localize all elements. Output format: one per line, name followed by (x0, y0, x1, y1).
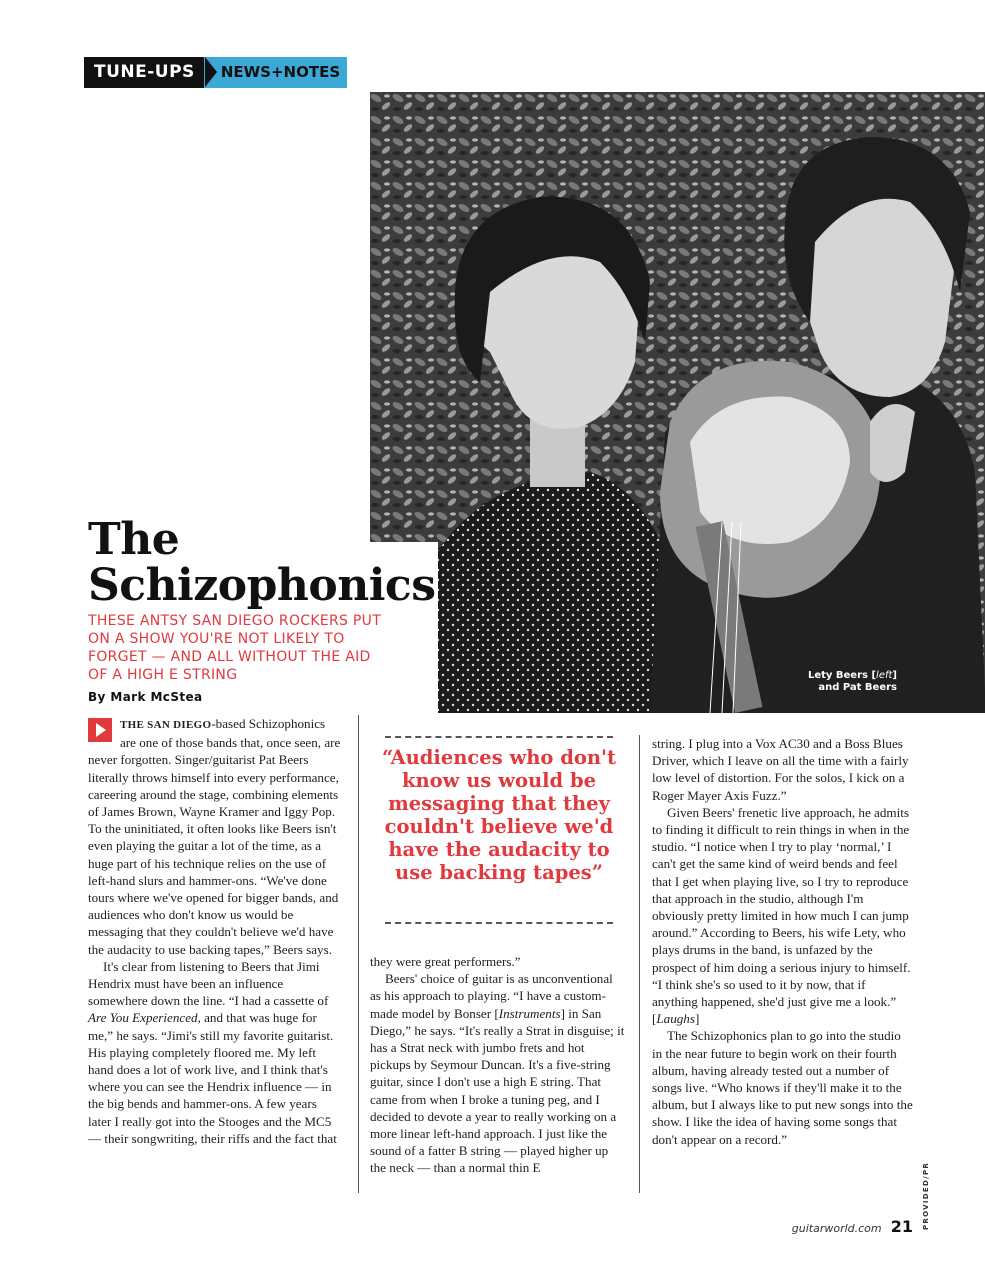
band-photo-image (370, 92, 985, 713)
caption-name-1: Lety Beers (807, 670, 868, 681)
lead-in: THE SAN DIEGO (120, 719, 212, 731)
website-link[interactable]: guitarworld.com (791, 1222, 882, 1235)
paragraph-5: string. I plug into a Vox AC30 and a Boss Blues Driver, which I leave on all the time with a fairly low level of distortion. For the solos, I kick on a Roger Mayer Axis Fuzz.” (652, 736, 909, 803)
paragraph-2 (88, 958, 342, 1147)
caption-name-2: and Pat Beers (818, 682, 897, 693)
paragraph-2-text-a: It's clear from listening to Beers that Jimi Hendrix must have been an influence somewhere down the line. “I had a cassette of (88, 958, 329, 1009)
paragraph-4-text-a: Beers' choice of guitar is as unconventional as his approach to playing. “I have a custom-made model by Bonser [ (370, 971, 613, 1021)
laughs-italic: Laughs (656, 1011, 695, 1027)
pull-quote: “Audiences who don't know us would be messaging that they couldn't believe we'd have the audacity to use backing tapes” (381, 746, 617, 884)
maker-name-italic: Instruments (498, 1005, 561, 1021)
title-line-2: Schizophonics (88, 560, 436, 611)
paragraph-4 (370, 970, 626, 1176)
paragraph-6-text-a: Given Beers' frenetic live approach, he admits to finding it difficult to rein things in when in the studio. “I notice when I try to play ‘normal,’ I can't get the same kind of weird bends and feel that I get when playing live, so I try to reproduce that approach in the studio, although I'm obviously pretty limited in how much I can jump around.” According to Beers, his wife Lety, who plays drums in the band, is unfazed by the prospect of him doing a serious injury to himself. “I think she's so used to it by now, that if anything happened, she'd just give me a look.” [ (652, 804, 911, 1027)
paragraph-6 (652, 804, 914, 1028)
paragraph-1 (88, 715, 342, 958)
article-deck: THESE ANTSY SAN DIEGO ROCKERS PUT ON A SHOW YOU'RE NOT LIKELY TO FORGET — AND ALL WITHOUT THE AID OF A HIGH E STRING (88, 613, 382, 683)
caption-position: left (876, 670, 893, 681)
section-label: TUNE-UPS (84, 57, 204, 88)
byline: By Mark McStea (88, 690, 203, 704)
column-2 (370, 953, 626, 1177)
album-title: Are You Experienced, (88, 1010, 201, 1026)
paragraph-7: The Schizophonics plan to go into the studio in the near future to begin work on their fourth album, having already tested out a number of songs live. “Who knows if they'll make it to the album, but I always like to put new songs into the show. I like the idea of having some songs that don't appear on a record.” (652, 1028, 913, 1147)
band-photo (370, 92, 985, 713)
paragraph-3: they were great performers.” (370, 954, 521, 969)
page-footer (792, 1217, 913, 1236)
title-line-1: The (88, 514, 180, 565)
play-arrow-icon (88, 718, 112, 742)
pull-quote-rule-bottom (385, 922, 613, 924)
paragraph-1-text: -based Schizophonics are one of those bands that, once seen, are never forgotten. Singer/guitarist Pat Beers literally throws himself into every performance, careering around the stage, combining elements of James Brown, Wayne Kramer and Iggy Pop. To the uninitiated, it often looks like Beers isn't even playing the guitar a lot of the time, as a huge part of his technique relies on the use of left-hand slurs and hammer-ons. “We've done tours where we've opened for bigger bands, and audiences who don't know us would be messaging that they couldn't believe we'd have the audacity to use backing tapes,” Beers says. (88, 716, 341, 957)
photo-caption: Lety Beers [left] and Pat Beers (807, 670, 897, 693)
page-number: 21 (890, 1217, 913, 1236)
pull-quote-rule-top (385, 736, 613, 738)
section-tag (84, 57, 347, 88)
photo-credit: PROVIDED/PR (922, 1161, 930, 1230)
column-divider (358, 715, 359, 1193)
article-title (88, 514, 436, 611)
subsection-label: NEWS+NOTES (204, 57, 347, 88)
paragraph-2-text-b: and that was huge for me,” he says. “Jimi's still my favorite guitarist. His playing completely floored me. My left hand does a lot of work live, and I think that's where you can see the Hendrix influence — in the big bends and hammer-ons. A few years later I really got into the Stooges and the MC5 — their songwriting, their riffs and the fact that (88, 1010, 337, 1146)
column-divider (639, 735, 640, 1193)
column-1 (88, 715, 342, 1147)
column-3 (652, 735, 914, 1148)
paragraph-4-text-b: ] in San Diego,” he says. “It's really a Strat in disguise; it has a Strat neck with jumbo frets and hot pickups by Seymour Duncan. It's a five-string guitar, since I don't use a high E string. That came from when I broke a tuning peg, and I decided to devote a year to really working on a more linear left-hand approach. I just like the sound of a fatter B string — played higher up the neck — than a normal thin E (370, 1005, 625, 1176)
paragraph-6-text-b: ] (694, 1011, 700, 1027)
tag-arrow-icon (205, 57, 217, 87)
